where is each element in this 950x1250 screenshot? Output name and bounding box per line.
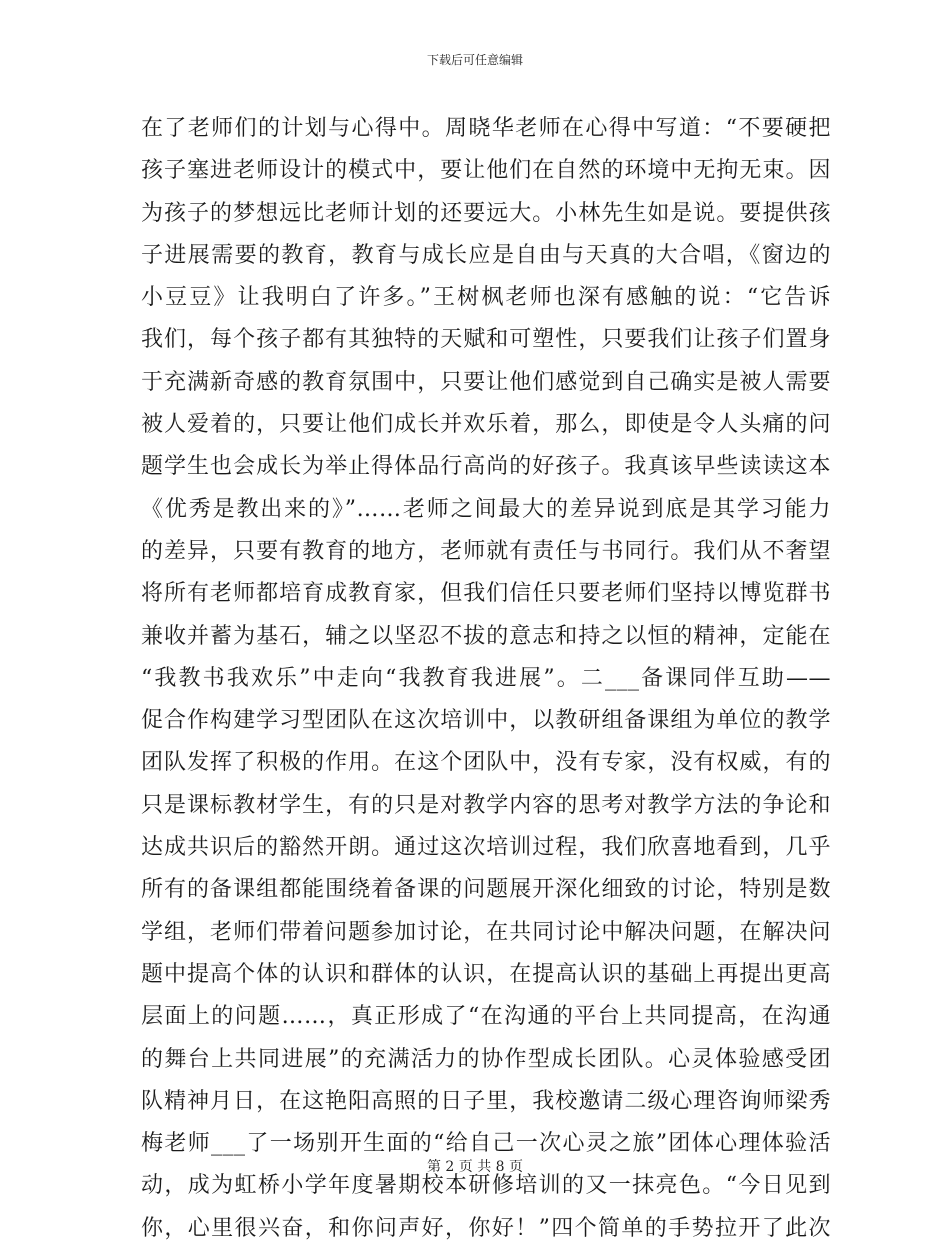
body-line: 团队发挥了积极的作用。在这个团队中，没有专家，没有权威，有的	[141, 750, 831, 776]
body-line: 的差异，只要有教育的地方，老师就有责任与书同行。我们从不奢望	[141, 538, 831, 564]
body-line: 子进展需要的教育，教育与成长应是自由与天真的大合唱，《窗边的	[141, 242, 831, 268]
body-line: 被人爱着的，只要让他们成长并欢乐着，那么，即使是令人头痛的问	[141, 412, 831, 438]
body-line: 学组，老师们带着问题参加讨论，在共同讨论中解决问题，在解决问	[141, 919, 831, 945]
body-line: 达成共识后的豁然开朗。通过这次培训过程，我们欣喜地看到，几乎	[141, 835, 831, 861]
body-text	[141, 108, 831, 1250]
body-line: 为孩子的梦想远比老师计划的还要远大。小林先生如是说。要提供孩	[141, 200, 831, 226]
body-line: 我们，每个孩子都有其独特的天赋和可塑性，只要我们让孩子们置身	[141, 327, 831, 353]
body-line: 的舞台上共同进展”的充满活力的协作型成长团队。心灵体验感受团	[141, 1046, 831, 1072]
body-line: 梅老师___了一场别开生面的“给自己一次心灵之旅”团体心理体验活	[141, 1131, 831, 1157]
body-line: 动，成为虹桥小学年度暑期校本研修培训的又一抹亮色。“今日见到	[141, 1173, 831, 1199]
body-line: 只是课标教材学生，有的只是对教学内容的思考对教学方法的争论和	[141, 792, 831, 818]
body-line: 于充满新奇感的教育氛围中，只要让他们感觉到自己确实是被人需要	[141, 369, 831, 395]
body-line: 《优秀是教出来的》”……老师之间最大的差异说到底是其学习能力	[141, 496, 831, 522]
body-line: 促合作构建学习型团队在这次培训中，以教研组备课组为单位的教学	[141, 708, 831, 734]
body-line: 你，心里很兴奋，和你问声好，你好！”四个简单的手势拉开了此次	[141, 1215, 831, 1241]
body-line: 队精神月日，在这艳阳高照的日子里，我校邀请二级心理咨询师梁秀	[141, 1088, 831, 1114]
page-footer: 第 2 页 共 8 页	[426, 1159, 524, 1175]
body-line: 兼收并蓄为基石，辅之以坚忍不拔的意志和持之以恒的精神，定能在	[141, 623, 831, 649]
body-line: 题中提高个体的认识和群体的认识，在提高认识的基础上再提出更高	[141, 961, 831, 987]
body-line: 题学生也会成长为举止得体品行高尚的好孩子。我真该早些读读这本	[141, 454, 831, 480]
body-line: “我教书我欢乐”中走向“我教育我进展”。二___备课同伴互助——	[141, 665, 831, 691]
body-line: 孩子塞进老师设计的模式中，要让他们在自然的环境中无拘无束。因	[141, 158, 831, 184]
page-header: 下载后可任意编辑	[426, 53, 523, 67]
body-line: 层面上的问题……，真正形成了“在沟通的平台上共同提高，在沟通	[141, 1004, 831, 1030]
body-line: 将所有老师都培育成教育家，但我们信任只要老师们坚持以博览群书	[141, 581, 831, 607]
body-line: 在了老师们的计划与心得中。周晓华老师在心得中写道：“不要硬把	[141, 116, 831, 141]
body-line: 所有的备课组都能围绕着备课的问题展开深化细致的讨论，特别是数	[141, 877, 831, 903]
body-line: 小豆豆》让我明白了许多。”王树枫老师也深有感触的说：“它告诉	[141, 285, 831, 311]
